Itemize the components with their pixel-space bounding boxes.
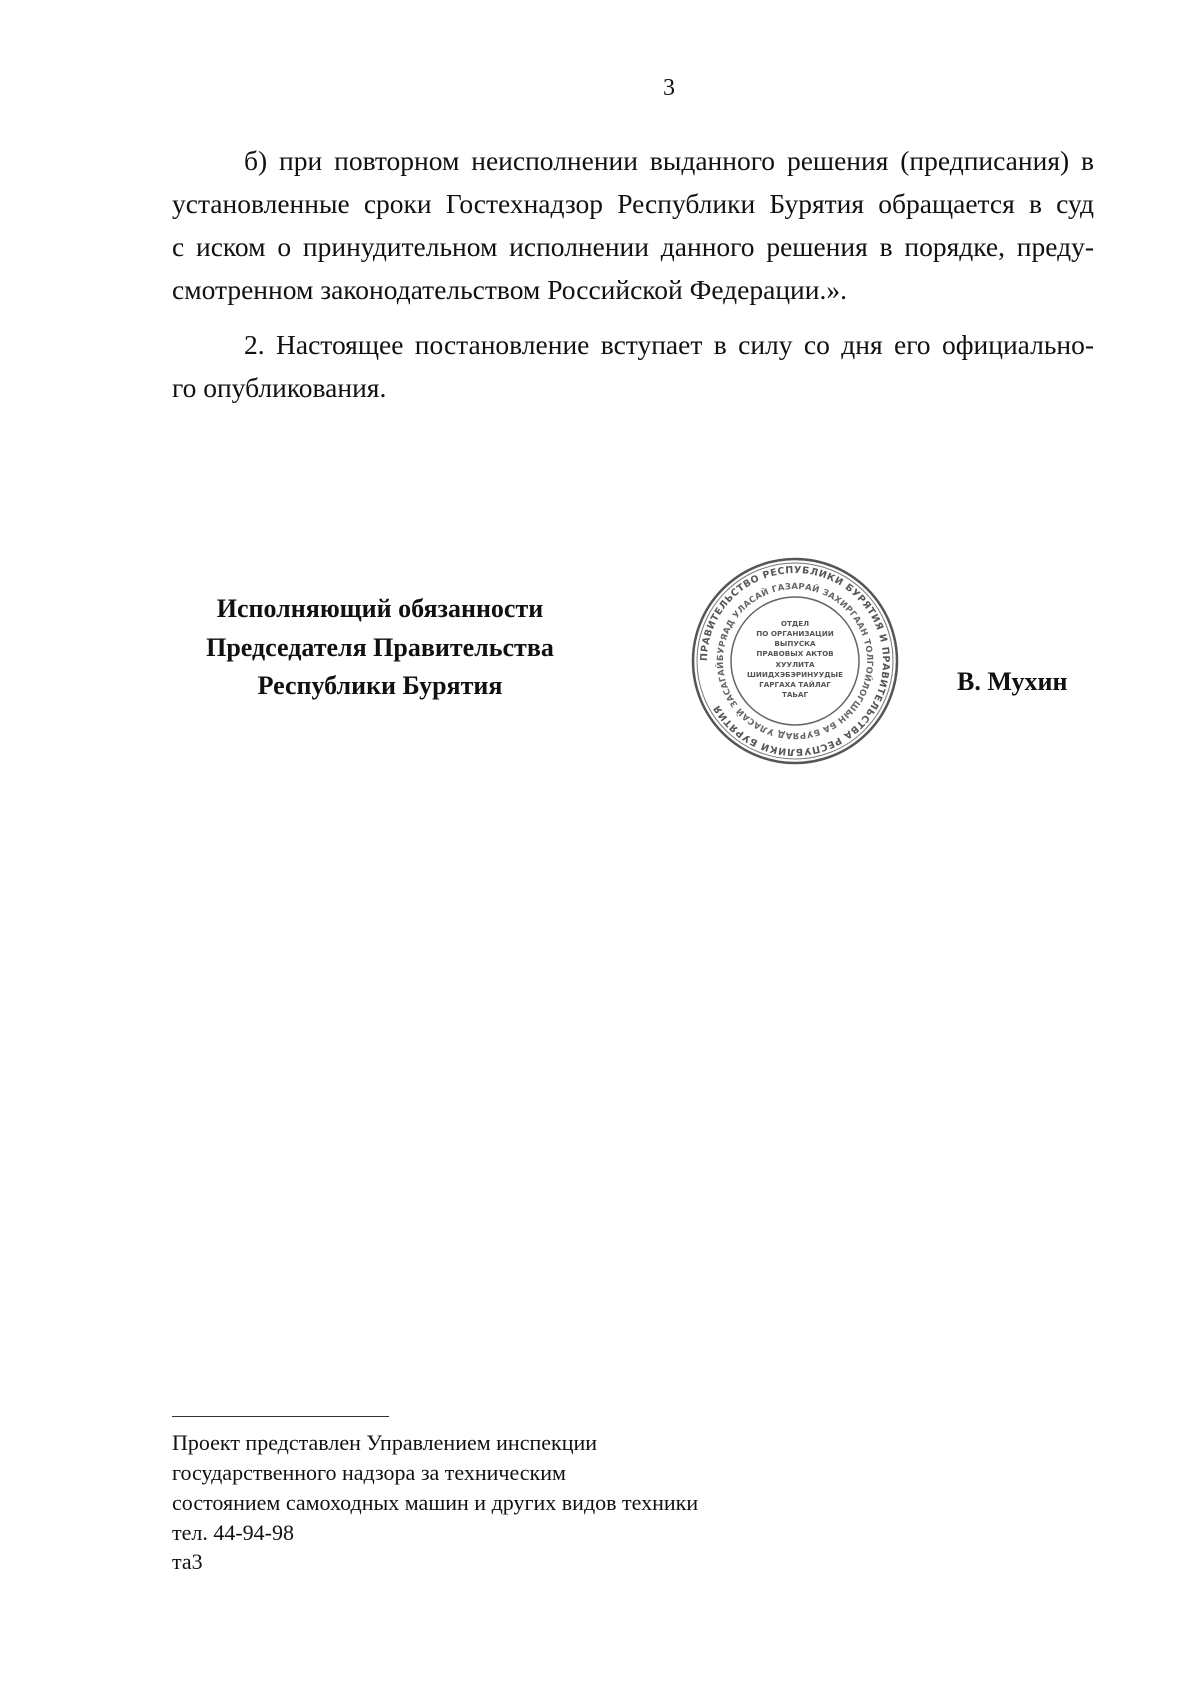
seal-outer-text: ПРАВИТЕЛЬСТВО РЕСПУБЛИКИ БУРЯТИЯ И ПРАВИТЕЛЬСТВА РЕСПУБЛИКИ БУРЯТИЯ: [698, 564, 892, 758]
footer-line: государственного надзора за техническим: [172, 1460, 566, 1485]
seal-center-line: ОТДЕЛ: [780, 619, 810, 628]
footer-line: состоянием самоходных машин и других видов техники: [172, 1490, 699, 1515]
seal-center-line: ГАРГАХА ТАЙЛАГ: [759, 680, 831, 689]
seal-center-line: ХУУЛИТА: [775, 660, 815, 669]
footer-note: [172, 1428, 698, 1548]
signatory-name: В. Мухин: [957, 667, 1068, 696]
paragraph-line: с иском о принудительном исполнении данного решения в порядке, преду-: [172, 231, 1094, 262]
document-code: та3: [172, 1549, 203, 1574]
paragraph-line: го опубликования.: [172, 372, 387, 403]
paragraph-b: [172, 139, 1094, 311]
footer-phone: тел. 44-94-98: [172, 1520, 295, 1545]
paragraph-2: [172, 323, 1094, 409]
seal-center-line: ВЫПУСКА: [774, 639, 816, 648]
official-seal: [690, 556, 900, 766]
paragraph-line: б) при повторном неисполнении выданного решения (предписания) в: [244, 145, 1094, 176]
seal-inner-text: БУРЯАД УЛАСАЙ ГАЗАРАЙ ЗАХИРГААН ТОЛГОЙЛОГШЫН БА БУРЯАД УЛАСАЙ ЗАСАГАЙ: [715, 581, 875, 741]
seal-center-line: ПРАВОВЫХ АКТОВ: [756, 649, 834, 658]
footer-line: Проект представлен Управлением инспекции: [172, 1430, 598, 1455]
paragraph-line: 2. Настоящее постановление вступает в силу со дня его официально-: [244, 329, 1094, 360]
signatory-title: [170, 590, 590, 706]
signatory-title-line: Председателя Правительства: [206, 632, 554, 662]
signatory-title-line: Исполняющий обязанности: [216, 594, 544, 623]
paragraph-line: смотренном законодательством Российской Федерации.».: [172, 274, 847, 305]
seal-center-line: ТАЬАГ: [781, 690, 809, 699]
page-number: 3: [663, 75, 675, 101]
signatory-title-line: Республики Бурятия: [257, 671, 503, 700]
seal-center-line: ПО ОРГАНИЗАЦИИ: [756, 629, 834, 638]
footnote-divider: [172, 1416, 389, 1417]
seal-center-line: ШИИДХЭБЭРИНУУДЫЕ: [746, 670, 844, 679]
paragraph-line: установленные сроки Гостехнадзор Республики Бурятия обращается в суд: [172, 188, 1094, 219]
